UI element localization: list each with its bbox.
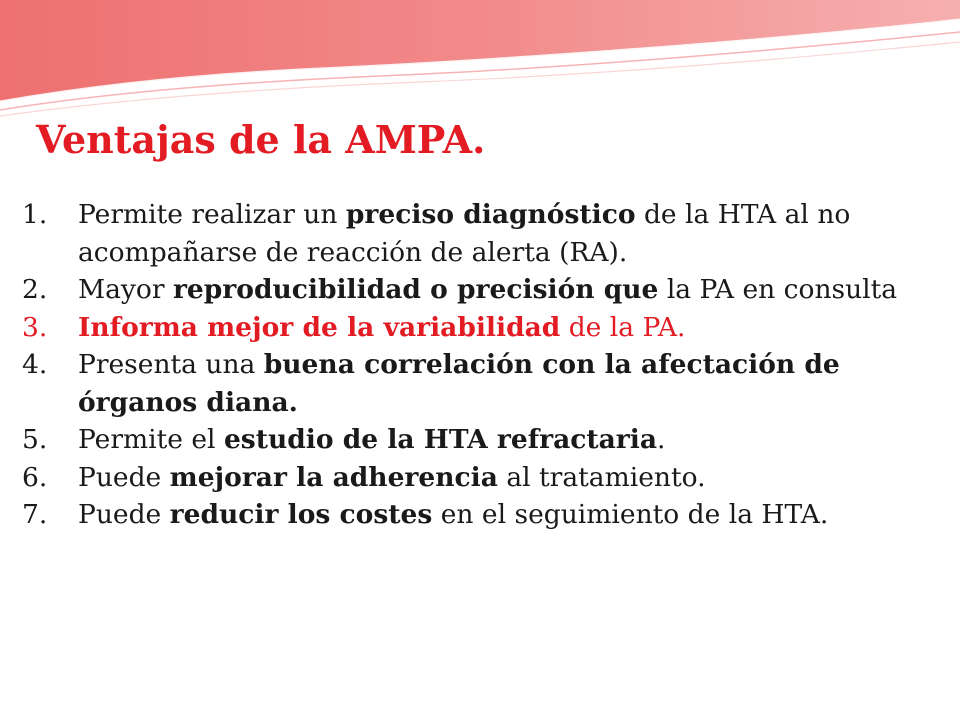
list-item-text: Mayor [78,274,173,305]
list-item-emphasis: reproducibilidad o precisión que [172,274,659,305]
list-item-emphasis: mejorar la adherencia [169,461,498,493]
list-item [22,309,947,347]
list-item-text: en el seguimiento de la HTA. [432,499,829,530]
list-item-emphasis: reducir los costes [169,499,433,530]
list-item [22,346,947,421]
list-item-emphasis: estudio de la HTA refractaria [223,424,657,455]
list-item-number: 4. [22,349,48,380]
list-item-text: Puede [78,461,170,493]
list-item-emphasis: Informa mejor de la variabilidad [78,311,561,343]
list-item [22,421,947,459]
list-item-text: de la PA. [560,311,686,343]
list-item-number: 6. [22,461,48,493]
advantages-list [22,196,947,534]
list-item-text: Permite realizar un [78,199,346,230]
list-item-text: la PA en consulta [658,274,898,305]
list-item-emphasis: buena correlación con la afectación de órganos diana. [78,349,840,418]
list-item-text: al tratamiento. [497,461,706,493]
list-item-number: 1. [22,199,48,230]
list-item-text: Permite el [78,424,224,455]
list-item-text: . [657,424,666,455]
list-item-text: de la HTA al no acompañarse de reacción de alerta (RA). [78,199,851,268]
slide-title: Ventajas de la AMPA. [36,117,486,162]
list-item-emphasis: preciso diagnóstico [345,199,636,230]
list-item-number: 2. [22,274,48,305]
list-item [22,271,947,309]
list-item [22,496,947,534]
list-item-text: Puede [78,499,170,530]
list-item-number: 3. [22,311,48,343]
list-item-number: 5. [22,424,48,455]
list-item-text: Presenta una [78,349,264,380]
list-item [22,459,947,497]
list-item-number: 7. [22,499,48,530]
list-item [22,196,947,271]
header-wave-decoration [0,0,960,120]
